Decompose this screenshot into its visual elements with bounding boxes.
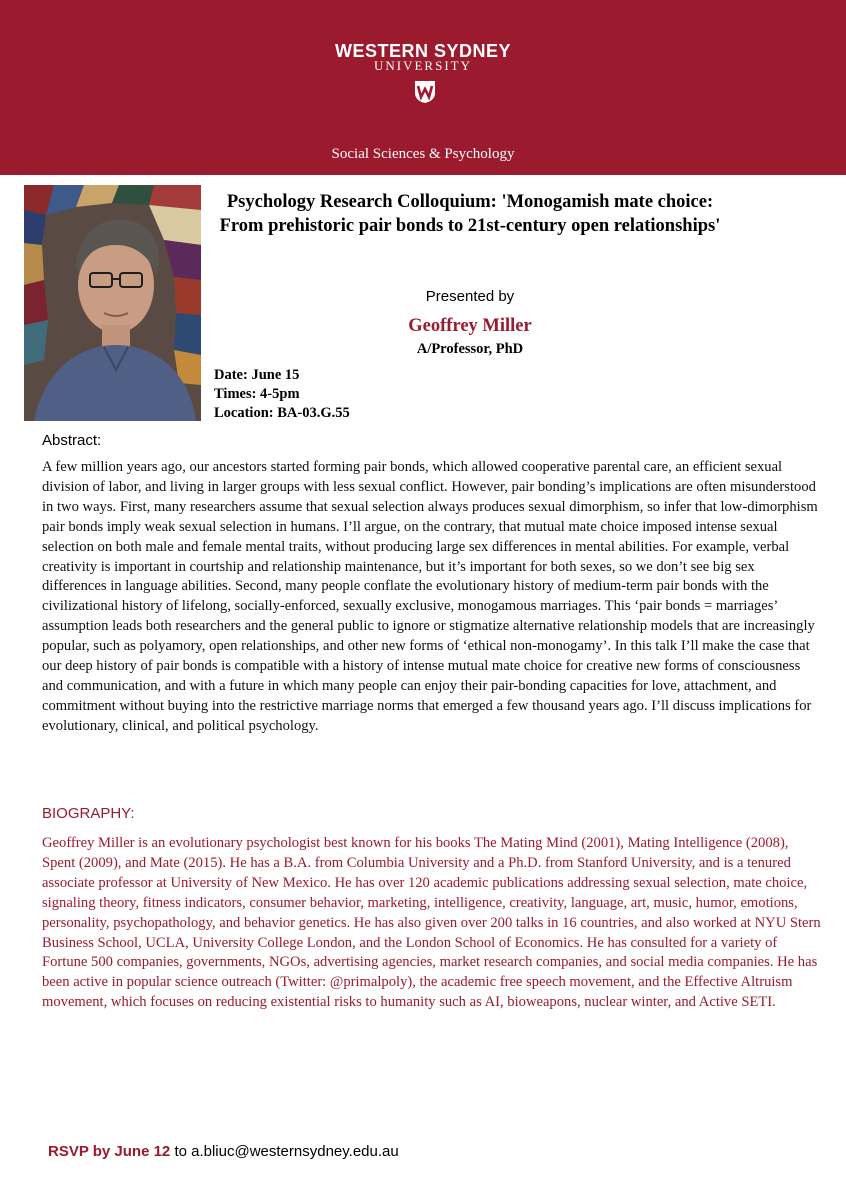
speaker-title: A/Professor, PhD [416,341,524,357]
university-subtitle: UNIVERSITY [374,58,472,73]
event-date: Date: June 15 [214,367,300,383]
event-title: Psychology Research Colloquium: 'Monogamish mate choice: From prehistoric pair bonds to 21st-century open relationships' [219,192,721,236]
biography-text: Geoffrey Miller is an evolutionary psychologist best known for his books The Mating Mind (2001), Mating Intelligence (2008), Spent (2009), and Mate (2015). He has a B.A. from Columbia University and a Ph.D. from Stanford University, and is a tenured associate professor at University of New Mexico. He has over 120 academic publications addressing sexual selection, mate choice, signaling theory, fitness indicators, consumer behavior, marketing, intelligence, creativity, language, art, music, humor, emotions, personality, psychopathology, and behavior genetics. He has also given over 200 talks in 16 countries, and also worked at NYU Stern Business School, UCLA, University College London, and the London School of Economics. He has consulted for a variety of Fortune 500 companies, governments, NGOs, advertising agencies, market research companies, and social media companies. He has been active in popular science outreach (Twitter: @primalpoly), the academic free speech movement, and the Effective Altruism movement, which focuses on reducing existential risks to humanity such as AI, bioweapons, nuclear winter, and Active SETI. [42,835,821,1011]
presented-by-label: Presented by [425,288,515,305]
speaker-name: Geoffrey Miller [408,316,532,336]
abstract-heading: Abstract: [42,432,102,449]
rsvp-email[interactable]: to a.bliuc@westernsydney.edu.au [170,1143,399,1160]
abstract-text: A few million years ago, our ancestors started forming pair bonds, which allowed cooperative parental care, an efficient sexual division of labor, and living in larger groups with less sexual conflict. However, pair bonding’s implications are often misunderstood in two ways. First, many researchers assume that sexual selection always produces sexual dimorphism, so infer that low-dimorphism pair bonds imply weak sexual selection in humans. I’ll argue, on the contrary, that mutual mate choice imposed intense sexual selection on both male and female mental traits, without producing large sex differences in mental abilities. For example, verbal creativity is important in courtship and relationship maintenance, but it’s important for both sexes, so we don’t see big sex differences in language abilities. Second, many people conflate the evolutionary history of medium-term pair bonds with the civilizational history of lifelong, socially-enforced, sexually exclusive, monogamous marriages. This ‘pair bonds = marriages’ assumption leads both researchers and the general public to ignore or stigmatize alternative relationship models that are increasingly popular, such as polyamory, open relationships, and other new forms of ‘ethical non-monogamy’. In this talk I’ll make the case that our deep history of pair bonds is compatible with a history of intense mutual mate choice for creative new forms of consciousness and communication, and with a future in which many people can enjoy their pair-bonding capacities for love, attachment, and commitment without buying into the restrictive marriage norms that emerged a few thousand years ago. I’ll discuss implications for evolutionary, clinical, and political psychology. [42,459,818,734]
event-times: Times: 4-5pm [214,386,300,402]
university-name: WESTERN SYDNEY [334,41,512,61]
speaker-photo [24,185,201,421]
event-details [214,366,350,423]
rsvp-deadline: RSVP by June 12 [48,1143,171,1160]
department-name: Social Sciences & Psychology [331,146,515,162]
header-banner [0,0,846,175]
rsvp-line [48,1143,399,1160]
biography-heading: BIOGRAPHY: [42,805,135,822]
event-location: Location: BA-03.G.55 [214,405,350,421]
university-shield-icon [414,80,436,104]
